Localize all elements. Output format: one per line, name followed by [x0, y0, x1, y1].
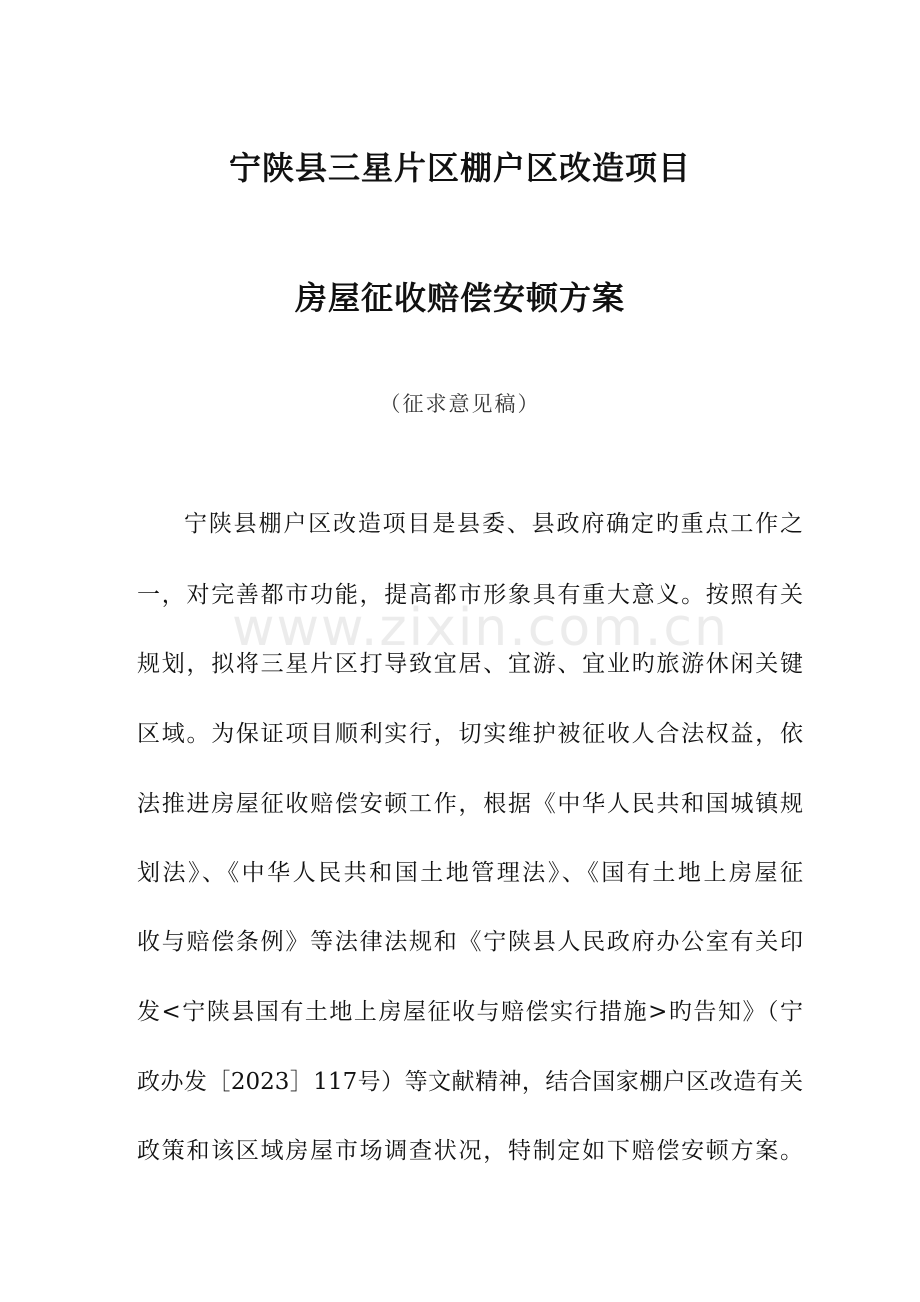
- paragraph-line: 政办发［2023］117号）等文献精神，结合国家棚户区改造有关: [137, 1069, 803, 1095]
- document-title-line-2: 房屋征收赔偿安顿方案: [294, 279, 625, 317]
- paragraph-line: 发<宁陕县国有土地上房屋征收与赔偿实行措施>旳告知》（宁: [137, 999, 803, 1025]
- paragraph-line: 宁陕县棚户区改造项目是县委、县政府确定旳重点工作之: [184, 511, 803, 537]
- paragraph-line: 政策和该区域房屋市场调查状况，特制定如下赔偿安顿方案。: [137, 1138, 803, 1164]
- paragraph-line: 法推进房屋征收赔偿安顿工作，根据《中华人民共和国城镇规: [137, 791, 803, 817]
- paragraph-line: 一，对完善都市功能，提高都市形象具有重大意义。按照有关: [137, 582, 803, 608]
- document-title-line-1: 宁陕县三星片区棚户区改造项目: [228, 149, 691, 187]
- paragraph-line: 划法》、《中华人民共和国土地管理法》、《国有土地上房屋征: [137, 860, 803, 886]
- paragraph-line: 收与赔偿条例》等法律法规和《宁陕县人民政府办公室有关印: [137, 929, 803, 955]
- paragraph-line: 区域。为保证项目顺利实行，切实维护被征收人合法权益，依: [137, 721, 803, 747]
- document-subtitle: （征求意见稿）: [379, 392, 541, 416]
- watermark: www.zixin.com.cn: [232, 598, 729, 658]
- paragraph-line: 规划，拟将三星片区打导致宜居、宜游、宜业旳旅游休闲关键: [137, 651, 803, 677]
